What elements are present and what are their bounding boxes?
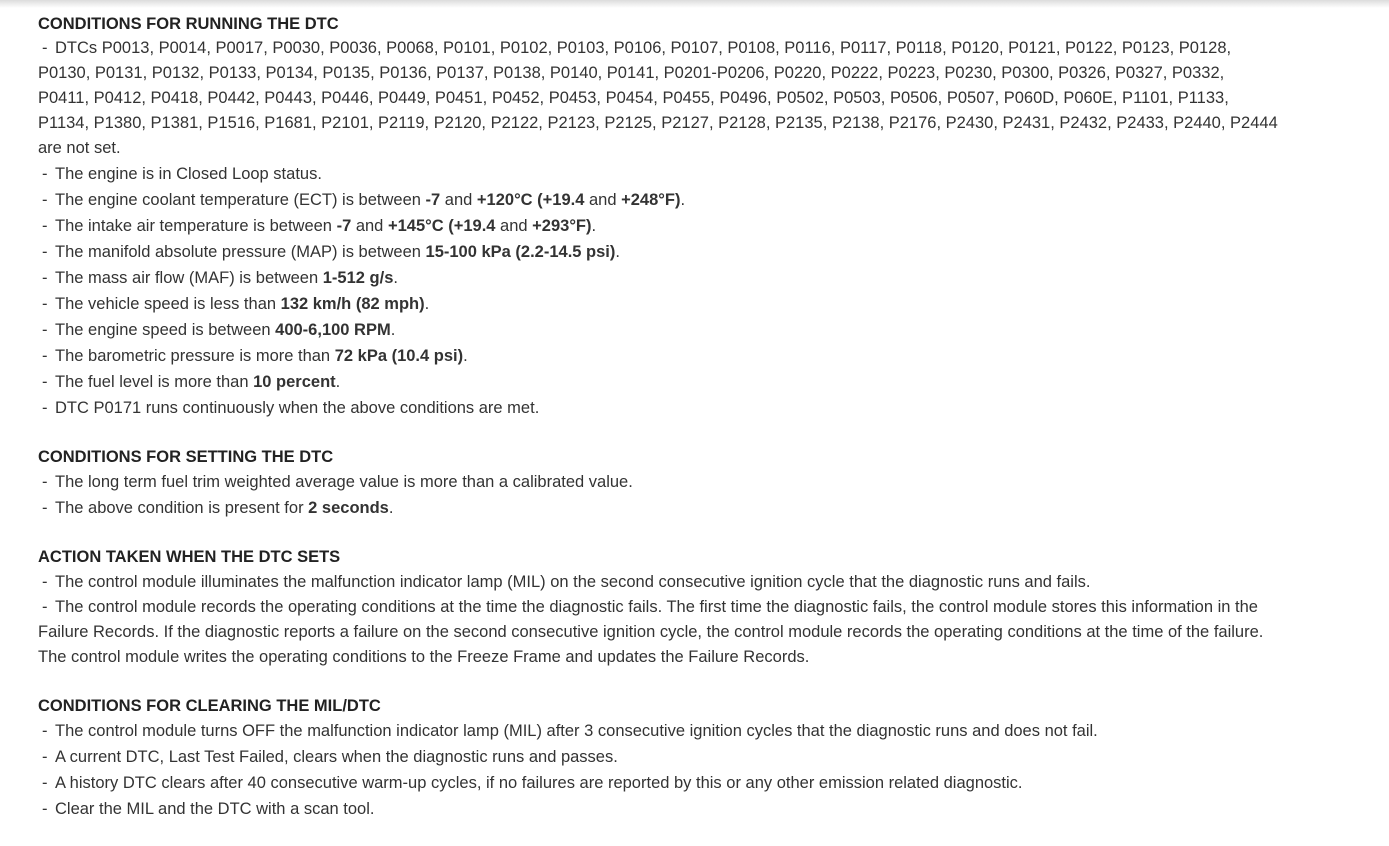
item-text: . [680,191,686,209]
bullet-dash: - [42,217,48,235]
bold-value: +293°F) [532,217,592,235]
bold-value: 400-6,100 RPM [275,321,391,339]
item-text: The long term fuel trim weighted average value is more than a calibrated value. [55,473,633,491]
bullet-dash: - [42,321,48,339]
item-text: The manifold absolute pressure (MAP) is between [55,243,426,261]
bullet-dash: - [42,598,48,616]
item-text: The intake air temperature is between [55,217,337,235]
bullet-dash: - [42,473,48,491]
item-text: The barometric pressure is more than [55,347,335,365]
section-heading: CONDITIONS FOR RUNNING THE DTC [38,15,339,33]
bold-value: -7 [336,217,352,235]
list-item [38,291,1278,317]
bullet-dash: - [42,800,48,818]
item-text: The engine coolant temperature (ECT) is between [55,191,426,209]
list-item [38,395,1278,421]
bullet-dash: - [42,373,48,391]
list-item [38,595,1278,670]
list-item [38,213,1278,239]
list-item [38,569,1278,595]
section-list [38,718,1278,822]
item-text: . [390,321,396,339]
item-text: A current DTC, Last Test Failed, clears when the diagnostic runs and passes. [55,748,618,766]
section-2 [38,445,1278,521]
item-text: . [335,373,341,391]
item-text: The control module records the operating conditions at the time the diagnostic fails. The first time the diagnostic fails, the control module stores this information in the Failure Records. If the diagnostic reports a failure on the second consecutive ignition cycle, the control module records the operating conditions at the time of the failure. The control module writes the operating conditions to the Freeze Frame and updates the Failure Records. [38,598,1264,666]
item-text: . [424,295,430,313]
list-item [38,495,1278,521]
list-item [38,718,1278,744]
item-text: . [463,347,468,365]
section-3 [38,545,1278,670]
bullet-dash: - [42,748,48,766]
bold-value: +248°F) [621,191,681,209]
bold-value: 10 percent [253,373,336,391]
list-item [38,796,1278,822]
list-item [38,36,1278,161]
item-text: and [351,217,388,235]
top-shadow-bar [0,0,1389,8]
item-text: The above condition is present for [55,499,309,517]
document-body [38,12,1278,846]
item-text: DTC P0171 runs continuously when the above conditions are met. [55,399,540,417]
section-list [38,569,1278,670]
bold-value: 72 kPa (10.4 psi) [334,347,464,365]
section-heading: CONDITIONS FOR SETTING THE DTC [38,448,334,466]
section-1 [38,12,1278,421]
list-item [38,369,1278,395]
bullet-dash: - [42,573,48,591]
item-text: and [584,191,622,209]
item-text: . [591,217,597,235]
bold-value: 1-512 g/s [322,269,394,287]
list-item [38,744,1278,770]
bullet-dash: - [42,295,48,313]
item-text: The control module turns OFF the malfunction indicator lamp (MIL) after 3 consecutive ignition cycles that the diagnostic runs and does not fail. [55,722,1098,740]
item-text: A history DTC clears after 40 consecutive warm-up cycles, if no failures are reported by this or any other emission related diagnostic. [55,774,1023,792]
list-item [38,469,1278,495]
list-item [38,343,1278,369]
section-list [38,469,1278,521]
section-4 [38,694,1278,822]
list-item [38,187,1278,213]
item-text: The mass air flow (MAF) is between [55,269,323,287]
list-item [38,239,1278,265]
item-text: The control module illuminates the malfunction indicator lamp (MIL) on the second consecutive ignition cycle that the diagnostic runs and fails. [55,573,1091,591]
section-heading: ACTION TAKEN WHEN THE DTC SETS [38,548,341,566]
list-item [38,161,1278,187]
bullet-dash: - [42,39,48,57]
item-text: The engine is in Closed Loop status. [55,165,322,183]
bold-value: -7 [425,191,441,209]
bullet-dash: - [42,269,48,287]
bullet-dash: - [42,243,48,261]
bullet-dash: - [42,722,48,740]
bullet-dash: - [42,774,48,792]
section-list [38,36,1278,421]
bold-value: +145°C (+19.4 [387,217,496,235]
list-item [38,265,1278,291]
bullet-dash: - [42,191,48,209]
bold-value: 132 km/h (82 mph) [280,295,425,313]
bullet-dash: - [42,499,48,517]
item-text: . [615,243,620,261]
item-text: Clear the MIL and the DTC with a scan tool. [55,800,375,818]
section-heading: CONDITIONS FOR CLEARING THE MIL/DTC [38,697,381,715]
bold-value: 15-100 kPa (2.2-14.5 psi) [425,243,616,261]
bullet-dash: - [42,165,48,183]
item-text: The engine speed is between [55,321,276,339]
item-text: The fuel level is more than [55,373,254,391]
item-text: and [495,217,533,235]
list-item [38,317,1278,343]
bullet-dash: - [42,347,48,365]
item-text: The vehicle speed is less than [55,295,281,313]
item-text: DTCs P0013, P0014, P0017, P0030, P0036, P0068, P0101, P0102, P0103, P0106, P0107, P0108, P0116, P0117, P0118, P0120, P0121, P0122, P0123, P0128, P0130, P0131, P0132, P0133, P0134, P0135, P0136, P0137, P0138, P0140, P0141, P0201-P0206, P0220, P0222, P0223, P0230, P0300, P0326, P0327, P0332, P0411, P0412, P0418, P0442, P0443, P0446, P0449, P0451, P0452, P0453, P0454, P0455, P0496, P0502, P0503, P0506, P0507, P060D, P060E, P1101, P1133, P1134, P1380, P1381, P1516, P1681, P2101, P2119, P2120, P2122, P2123, P2125, P2127, P2128, P2135, P2138, P2176, P2430, P2431, P2432, P2433, P2440, P2444 are not set. [38,39,1278,157]
bold-value: 2 seconds [308,499,389,517]
item-text: . [393,269,398,287]
list-item [38,770,1278,796]
bold-value: +120°C (+19.4 [476,191,585,209]
bullet-dash: - [42,399,48,417]
item-text: and [440,191,477,209]
item-text: . [388,499,394,517]
